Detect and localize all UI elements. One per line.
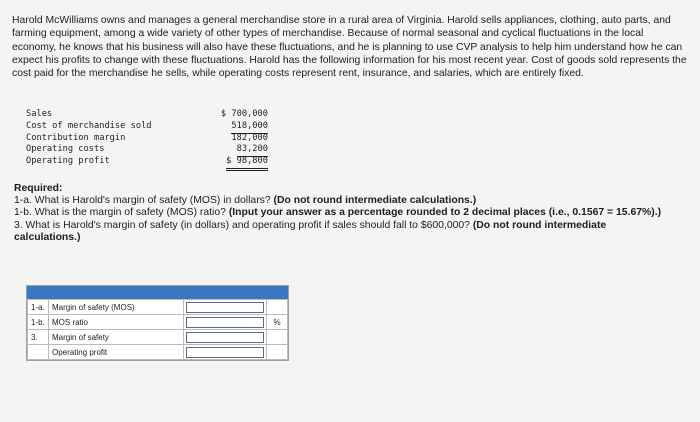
unit-cell [267, 345, 288, 360]
fin-label: Contribution margin [26, 132, 126, 143]
mos-dollars-input[interactable] [186, 302, 264, 313]
fin-row-operating-profit [26, 156, 276, 168]
row-number: 1-a. [28, 300, 49, 315]
fin-value: 518,000 [231, 121, 268, 134]
fin-row-contribution-margin [26, 133, 276, 145]
question-1a [14, 195, 674, 207]
question-text: 1-a. What is Harold's margin of safety (MOS) in dollars? [14, 195, 274, 207]
fin-row-cogs [26, 121, 276, 133]
question-text: 1-b. What is the margin of safety (MOS) ratio? [14, 207, 229, 219]
table-row [28, 345, 288, 360]
fin-value: $ 98,800 [226, 156, 268, 171]
row-label: Margin of safety (MOS) [49, 300, 184, 315]
fin-value: $ 700,000 [220, 109, 268, 119]
question-3 [14, 220, 674, 244]
row-label: MOS ratio [49, 315, 184, 330]
table-row [28, 300, 288, 315]
question-instruction: (Input your answer as a percentage rounded to 2 decimal places (i.e., 0.1567 = 15.67%).) [228, 207, 662, 219]
problem-intro: Harold McWilliams owns and manages a general merchandise store in a rural area of Virginia. Harold sells appliances, clothing, auto parts, and farming equipment, among a wide variety of other types of merchandise. Because of normal seasonal and cyclical fluctuations in the local economy, he knows that his business will also have these fluctuations, and he is planning to use CVP analysis to help him understand how he can expect his profits to change with these fluctuations. Harold has the following information for his most recent year. Cost of goods sold represents the cost paid for the merchandise he sells, while operating costs represent rent, insurance, and salaries, which are entirely fixed. [12, 15, 687, 80]
operating-profit-cell [184, 345, 267, 360]
row-number [28, 345, 49, 360]
row-number: 3. [28, 330, 49, 345]
fin-label: Sales [26, 109, 53, 119]
table-row [28, 330, 288, 345]
answer-table-header-bar [27, 286, 288, 299]
question-instruction: (Do not round intermediate calculations.) [14, 219, 607, 243]
operating-profit-input[interactable] [186, 347, 264, 358]
fin-label: Operating profit [26, 156, 110, 167]
mos-600k-cell [184, 330, 267, 345]
row-label: Margin of safety [49, 330, 184, 345]
fin-label: Operating costs [26, 144, 105, 155]
question-1b [14, 207, 674, 219]
row-number: 1-b. [28, 315, 49, 330]
unit-cell [267, 330, 288, 345]
answer-table [26, 285, 289, 361]
mos-ratio-cell [184, 315, 267, 330]
question-instruction: (Do not round intermediate calculations.) [273, 195, 477, 207]
unit-cell [267, 300, 288, 315]
question-text: 3. What is Harold's margin of safety (in dollars) and operating profit if sales should fall to $600,000? [14, 219, 473, 231]
mos-ratio-input[interactable] [186, 317, 264, 328]
required-section [14, 183, 674, 244]
mos-dollars-cell [184, 300, 267, 315]
fin-value: 182,000 [231, 132, 268, 143]
fin-row-operating-costs [26, 144, 276, 156]
required-heading: Required: [14, 183, 63, 194]
fin-row-sales [26, 109, 276, 121]
financial-summary [26, 109, 276, 168]
table-row [28, 315, 288, 330]
percent-sign: % [267, 315, 288, 330]
fin-label: Cost of merchandise sold [26, 120, 152, 131]
row-label: Operating profit [49, 345, 184, 360]
mos-600k-input[interactable] [186, 332, 264, 343]
fin-value: 83,200 [237, 144, 268, 157]
